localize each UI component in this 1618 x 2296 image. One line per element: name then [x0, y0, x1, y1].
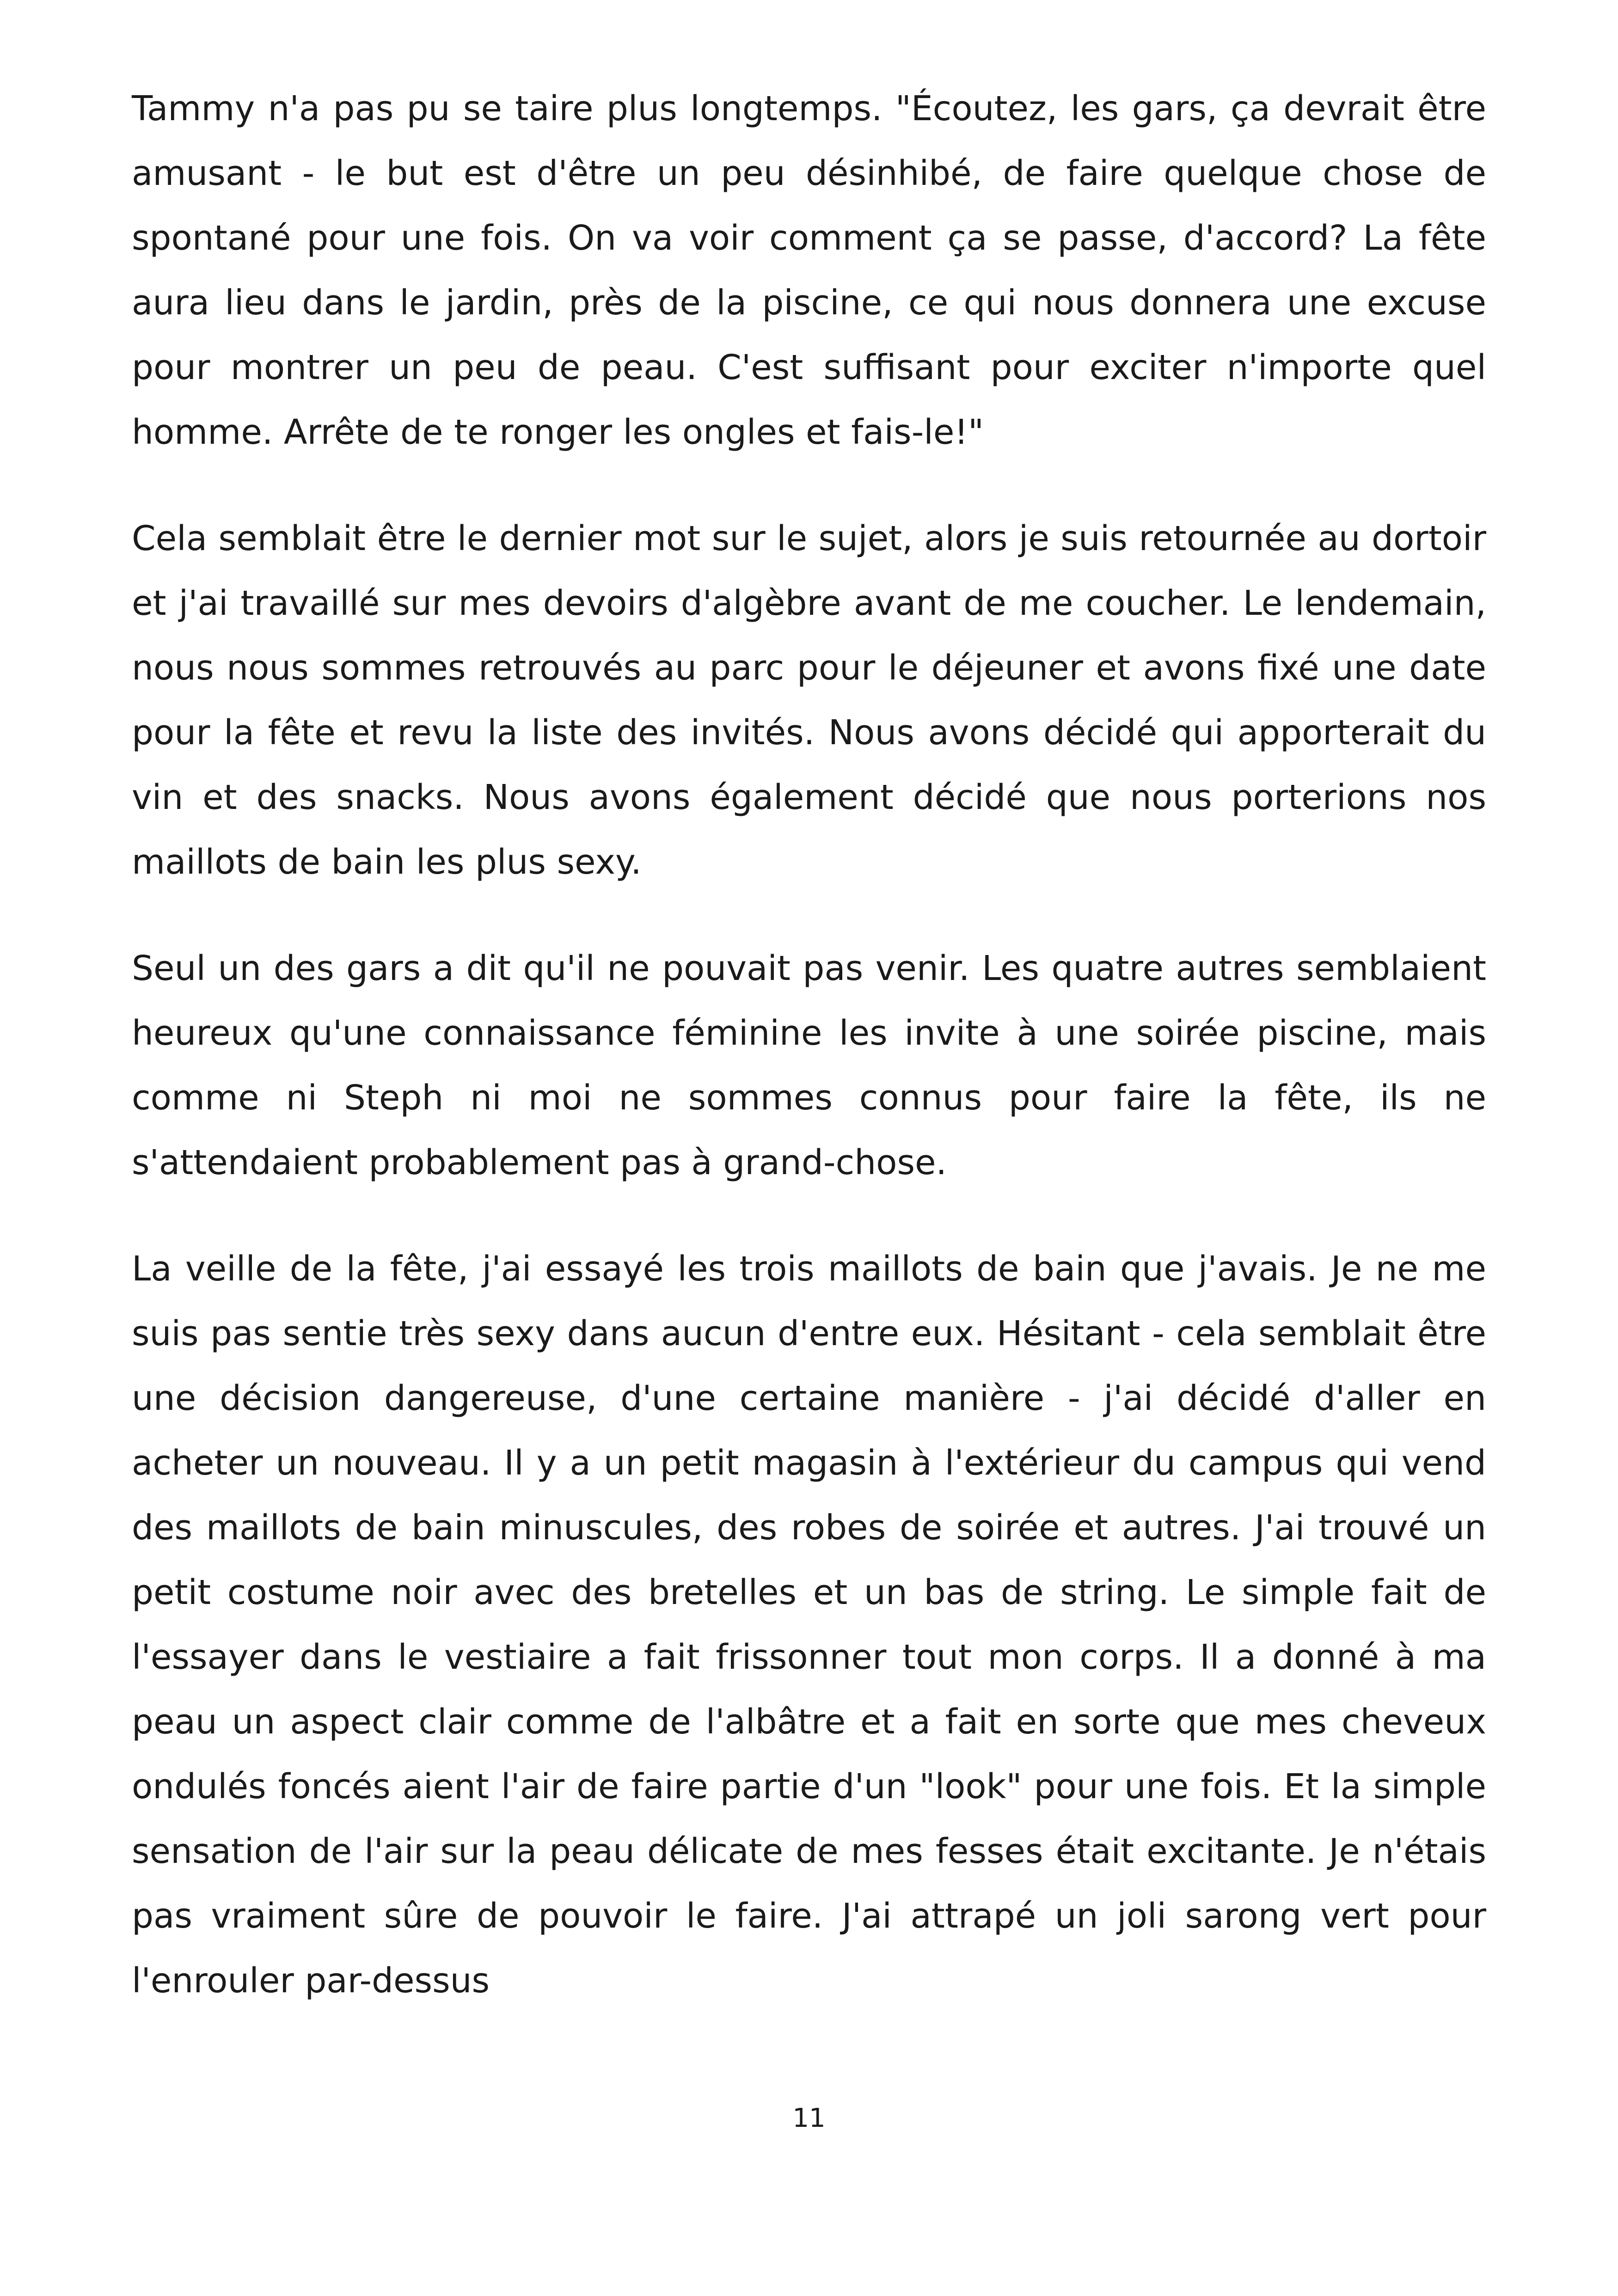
- paragraph-2: Cela semblait être le dernier mot sur le sujet, alors je suis retournée au dortoir et j'ai travaillé sur mes devoirs d'algèbre avant de me coucher. Le lendemain, nous nous sommes retrouvés au parc pour le déjeuner et avons fixé une date pour la fête et revu la liste des invités. Nous avons décidé qui apporterait du vin et des snacks. Nous avons également décidé que nous porterions nos maillots de bain les plus sexy.: [132, 519, 1486, 882]
- paragraph-1: Tammy n'a pas pu se taire plus longtemps. "Écoutez, les gars, ça devrait être amusant - le but est d'être un peu désinhibé, de faire quelque chose de spontané pour une fois. On va voir comment ça se passe, d'accord? La fête aura lieu dans le jardin, près de la piscine, ce qui nous donnera une excuse pour montrer un peu de peau. C'est suffisant pour exciter n'importe quel homme. Arrête de te ronger les ongles et fais-le!": [132, 89, 1486, 452]
- paragraph-4: La veille de la fête, j'ai essayé les trois maillots de bain que j'avais. Je ne me suis pas sentie très sexy dans aucun d'entre eux. Hésitant - cela semblait être une décision dangereuse, d'une certaine manière - j'ai décidé d'aller en acheter un nouveau. Il y a un petit magasin à l'extérieur du campus qui vend des maillots de bain minuscules, des robes de soirée et autres. J'ai trouvé un petit costume noir avec des bretelles et un bas de string. Le simple fait de l'essayer dans le vestiaire a fait frissonner tout mon corps. Il a donné à ma peau un aspect clair comme de l'albâtre et a fait en sorte que mes cheveux ondulés foncés aient l'air de faire partie d'un "look" pour une fois. Et la simple sensation de l'air sur la peau délicate de mes fesses était excitante. Je n'étais pas vraiment sûre de pouvoir le faire. J'ai attrapé un joli sarong vert pour l'enrouler par-dessus: [132, 1249, 1486, 2001]
- page-number: 11: [792, 2103, 826, 2133]
- body-text: [132, 76, 1486, 2013]
- paragraph-3: Seul un des gars a dit qu'il ne pouvait pas venir. Les quatre autres semblaient heureux qu'une connaissance féminine les invite à une soirée piscine, mais comme ni Steph ni moi ne sommes connus pour faire la fête, ils ne s'attendaient probablement pas à grand-chose.: [132, 949, 1486, 1182]
